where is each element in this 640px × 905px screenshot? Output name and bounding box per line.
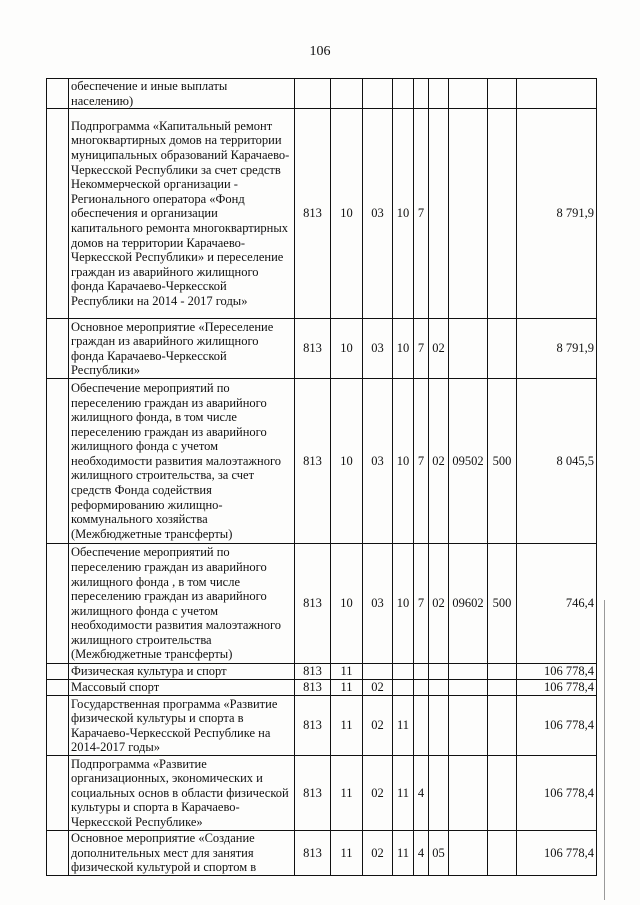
row-vr xyxy=(488,696,517,756)
row-vr xyxy=(488,79,517,109)
row-name: Физическая культура и спорт xyxy=(69,664,295,680)
row-sum: 8 791,9 xyxy=(517,319,597,379)
budget-table xyxy=(46,78,597,876)
row-cs4 xyxy=(449,756,488,831)
row-cs3: 05 xyxy=(429,831,449,876)
row-ved: 813 xyxy=(295,544,331,664)
row-rz xyxy=(331,79,363,109)
row-vr xyxy=(488,756,517,831)
row-index-cell xyxy=(47,680,69,696)
row-cs1: 10 xyxy=(393,379,414,544)
row-rz: 10 xyxy=(331,319,363,379)
row-cs3 xyxy=(429,680,449,696)
table-row xyxy=(47,680,597,696)
row-cs2: 7 xyxy=(414,109,429,319)
row-cs3: 02 xyxy=(429,544,449,664)
row-name: Обеспечение мероприятий по переселению граждан из аварийного жилищного фонда, в том числе переселению граждан из аварийного жилищного фонда с учетом необходимости развития малоэтажного жилищного строительства, за счет средств Фонда содействия реформированию жилищно-коммунального хозяйства (Межбюджетные трансферты) xyxy=(69,379,295,544)
table-row xyxy=(47,544,597,664)
row-index-cell xyxy=(47,544,69,664)
row-cs1 xyxy=(393,680,414,696)
row-cs2: 7 xyxy=(414,544,429,664)
row-cs2 xyxy=(414,680,429,696)
row-name: Массовый спорт xyxy=(69,680,295,696)
row-ved: 813 xyxy=(295,379,331,544)
row-rz: 10 xyxy=(331,379,363,544)
table-row xyxy=(47,756,597,831)
row-cs4 xyxy=(449,680,488,696)
row-index-cell xyxy=(47,319,69,379)
row-index-cell xyxy=(47,664,69,680)
table-row xyxy=(47,79,597,109)
row-vr xyxy=(488,831,517,876)
row-name: Основное мероприятие «Создание дополнительных мест для занятия физической культурой и спортом в xyxy=(69,831,295,876)
row-sum: 746,4 xyxy=(517,544,597,664)
table-row xyxy=(47,109,597,319)
row-cs4: 09602 xyxy=(449,544,488,664)
row-index-cell xyxy=(47,756,69,831)
row-cs4 xyxy=(449,696,488,756)
row-ved: 813 xyxy=(295,319,331,379)
row-cs3: 02 xyxy=(429,379,449,544)
row-vr: 500 xyxy=(488,379,517,544)
row-name: Основное мероприятие «Переселение граждан из аварийного жилищного фонда Карачаево-Черкесской Республики» xyxy=(69,319,295,379)
row-sum: 8 791,9 xyxy=(517,109,597,319)
row-vr xyxy=(488,664,517,680)
row-sum: 106 778,4 xyxy=(517,831,597,876)
row-sum: 106 778,4 xyxy=(517,680,597,696)
row-index-cell xyxy=(47,79,69,109)
row-pr xyxy=(363,79,393,109)
row-name: Обеспечение мероприятий по переселению граждан из аварийного жилищного фонда , в том числе переселению граждан из аварийного жилищного фонда с учетом необходимости развития малоэтажного жилищного строительства (Межбюджетные трансферты) xyxy=(69,544,295,664)
row-sum: 106 778,4 xyxy=(517,696,597,756)
row-rz: 10 xyxy=(331,544,363,664)
row-cs3 xyxy=(429,664,449,680)
row-cs2: 7 xyxy=(414,379,429,544)
row-sum: 106 778,4 xyxy=(517,756,597,831)
row-vr xyxy=(488,319,517,379)
table-row xyxy=(47,379,597,544)
row-pr: 03 xyxy=(363,109,393,319)
row-cs2: 4 xyxy=(414,756,429,831)
row-rz: 11 xyxy=(331,831,363,876)
row-cs4 xyxy=(449,319,488,379)
row-sum xyxy=(517,79,597,109)
row-vr xyxy=(488,680,517,696)
row-cs4: 09502 xyxy=(449,379,488,544)
row-pr xyxy=(363,664,393,680)
row-ved: 813 xyxy=(295,109,331,319)
row-name: Подпрограмма «Развитие организационных, экономических и социальных основ в области физической культуры и спорта в Карачаево-Черкесской Республике» xyxy=(69,756,295,831)
row-cs2: 7 xyxy=(414,319,429,379)
row-index-cell xyxy=(47,696,69,756)
row-pr: 02 xyxy=(363,696,393,756)
row-ved: 813 xyxy=(295,664,331,680)
row-ved: 813 xyxy=(295,756,331,831)
row-pr: 03 xyxy=(363,544,393,664)
row-cs1: 11 xyxy=(393,696,414,756)
row-ved xyxy=(295,79,331,109)
row-cs1: 10 xyxy=(393,319,414,379)
row-cs3 xyxy=(429,756,449,831)
page-edge-line xyxy=(604,600,605,900)
row-sum: 8 045,5 xyxy=(517,379,597,544)
row-rz: 11 xyxy=(331,756,363,831)
row-cs4 xyxy=(449,79,488,109)
row-cs1: 10 xyxy=(393,109,414,319)
row-pr: 02 xyxy=(363,756,393,831)
row-vr xyxy=(488,109,517,319)
table-row xyxy=(47,319,597,379)
row-rz: 11 xyxy=(331,696,363,756)
row-cs4 xyxy=(449,664,488,680)
row-cs1: 10 xyxy=(393,544,414,664)
table-row xyxy=(47,831,597,876)
row-ved: 813 xyxy=(295,696,331,756)
row-rz: 10 xyxy=(331,109,363,319)
table-row xyxy=(47,664,597,680)
row-cs2 xyxy=(414,664,429,680)
row-rz: 11 xyxy=(331,680,363,696)
page-number: 106 xyxy=(309,44,331,59)
table-row xyxy=(47,696,597,756)
row-cs4 xyxy=(449,831,488,876)
row-cs3 xyxy=(429,696,449,756)
row-cs1 xyxy=(393,79,414,109)
row-pr: 03 xyxy=(363,319,393,379)
row-vr: 500 xyxy=(488,544,517,664)
row-cs1: 11 xyxy=(393,756,414,831)
row-rz: 11 xyxy=(331,664,363,680)
row-cs1 xyxy=(393,664,414,680)
row-cs2: 4 xyxy=(414,831,429,876)
row-index-cell xyxy=(47,109,69,319)
row-cs2 xyxy=(414,696,429,756)
row-cs3: 02 xyxy=(429,319,449,379)
row-index-cell xyxy=(47,379,69,544)
row-pr: 02 xyxy=(363,680,393,696)
row-name: Государственная программа «Развитие физической культуры и спорта в Карачаево-Черкесской Республике на 2014-2017 годы» xyxy=(69,696,295,756)
row-ved: 813 xyxy=(295,680,331,696)
row-ved: 813 xyxy=(295,831,331,876)
row-sum: 106 778,4 xyxy=(517,664,597,680)
row-name: Подпрограмма «Капитальный ремонт многоквартирных домов на территории муниципальных образований Карачаево-Черкесской Республики за счет средств Некоммерческой организации - Регионального оператора «Фонд обеспечения и организации капитального ремонта многоквартирных домов на территории Карачаево-Черкесской Республики» и переселение граждан из аварийного жилищного фонда Карачаево-Черкесской Республики на 2014 - 2017 годы» xyxy=(69,109,295,319)
row-cs4 xyxy=(449,109,488,319)
row-pr: 03 xyxy=(363,379,393,544)
row-cs1: 11 xyxy=(393,831,414,876)
row-index-cell xyxy=(47,831,69,876)
row-pr: 02 xyxy=(363,831,393,876)
row-name: обеспечение и иные выплаты населению) xyxy=(69,79,295,109)
row-cs3 xyxy=(429,79,449,109)
row-cs3 xyxy=(429,109,449,319)
row-cs2 xyxy=(414,79,429,109)
